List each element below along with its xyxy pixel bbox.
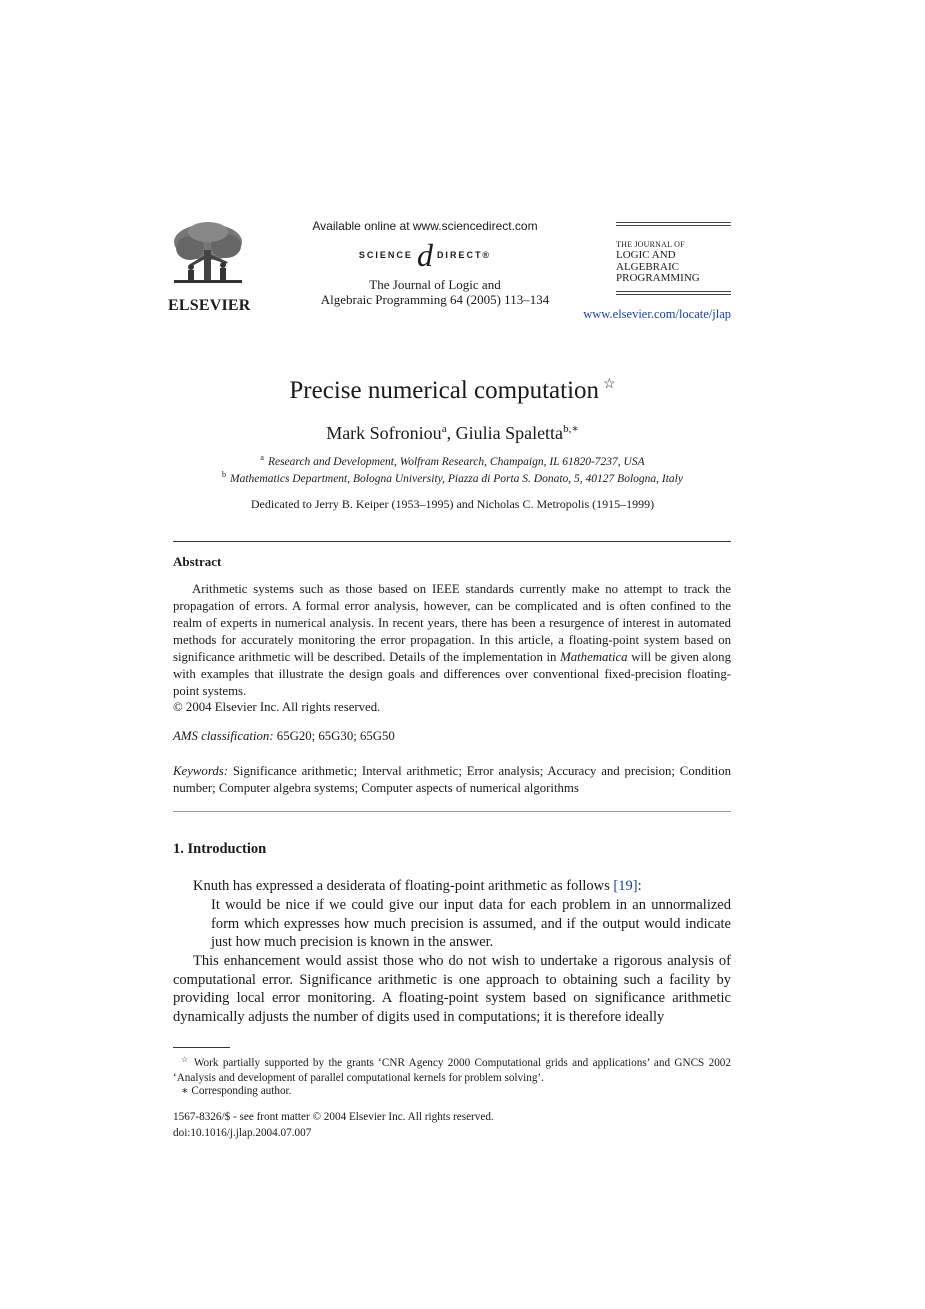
intro-paragraph-1 bbox=[193, 878, 642, 895]
title-text: Precise numerical computation bbox=[289, 377, 600, 404]
fn1-text: Work partially supported by the grants ‘CNR Agency 2000 Computational grids and applications’ and GNCS 2002 ‘Analysis and development of parallel computational kernels for problem solving’. bbox=[173, 1057, 731, 1084]
dedication: Dedicated to Jerry B. Keiper (1953–1995) and Nicholas C. Metropolis (1915–1999) bbox=[250, 497, 655, 511]
ams-value: 65G20; 65G30; 65G50 bbox=[276, 729, 395, 743]
journal-masthead bbox=[616, 222, 731, 297]
sciencedirect-left: SCIENCE bbox=[358, 250, 413, 260]
affil-a-text: Research and Development, Wolfram Research, Champaign, IL 61820-7237, USA bbox=[267, 456, 645, 468]
affil-a-mark: a bbox=[260, 453, 264, 462]
author-list bbox=[0, 422, 905, 444]
abstract-heading: Abstract bbox=[173, 554, 222, 569]
journal-line-2: Algebraic Programming 64 (2005) 113–134 bbox=[320, 292, 550, 307]
available-online[interactable]: Available online at www.sciencedirect.com bbox=[312, 219, 538, 233]
author-separator: , bbox=[446, 423, 456, 443]
abstract-part-1: Arithmetic systems such as those based on IEEE standards currently make no attempt to track the propagation of errors. A formal error analysis, however, can be complicated and is often confined to the realm of experts in numerical analysis. In recent years, there has been a resurgence of interest in automated methods for accurately monitoring the error propagation. In this article, a floating-point system based on significance arithmetic will be described. Details of the implementation in bbox=[173, 582, 731, 664]
jlap-small: THE JOURNAL OF bbox=[616, 240, 685, 249]
author-1-affil: a bbox=[441, 423, 447, 435]
section-heading: 1. Introduction bbox=[173, 841, 267, 857]
knuth-quote: It would be nice if we could give our input data for each problem in an unnormalized form which expresses how much precision is assumed, and if the output would indicate just how much precision is known in the answer. bbox=[211, 897, 731, 950]
tree-icon bbox=[168, 220, 248, 292]
para1-end: : bbox=[637, 878, 642, 894]
footnote-rule bbox=[173, 1047, 230, 1048]
divider bbox=[173, 541, 731, 542]
article-title bbox=[0, 376, 905, 405]
affil-b-text: Mathematics Department, Bologna University, Piazza di Porta S. Donato, 5, 40127 Bologna, Italy bbox=[230, 473, 683, 485]
fn1-mark: ☆ bbox=[181, 1055, 190, 1064]
title-footnote-mark[interactable]: ☆ bbox=[603, 377, 616, 392]
divider bbox=[173, 811, 731, 812]
author-1: Mark Sofroniou bbox=[326, 423, 442, 443]
jlap-line-2: ALGEBRAIC bbox=[616, 260, 679, 273]
abstract-copyright: © 2004 Elsevier Inc. All rights reserved. bbox=[173, 700, 381, 714]
sciencedirect-logo bbox=[290, 238, 560, 272]
abstract-part-2: will be given along with examples that illustrate the design goals and differences over conventional fixed-precision floating-point systems. bbox=[173, 650, 731, 698]
elsevier-logo bbox=[168, 220, 251, 315]
publisher-name: ELSEVIER bbox=[168, 297, 251, 314]
affiliation-b bbox=[0, 470, 905, 485]
issn-line: 1567-8326/$ - see front matter © 2004 Elsevier Inc. All rights reserved. bbox=[173, 1111, 494, 1123]
doi-line[interactable]: doi:10.1016/j.jlap.2004.07.007 bbox=[173, 1127, 312, 1139]
ams-classification bbox=[173, 729, 395, 744]
journal-line-1: The Journal of Logic and bbox=[369, 277, 501, 292]
affiliation-a bbox=[0, 453, 905, 468]
footnote-2 bbox=[173, 1084, 731, 1099]
keywords bbox=[173, 763, 731, 797]
para1-text: Knuth has expressed a desiderata of floating-point arithmetic as follows bbox=[193, 878, 614, 894]
sciencedirect-right: DIRECT® bbox=[436, 250, 492, 260]
jlap-line-3: PROGRAMMING bbox=[616, 272, 700, 284]
abstract-italic: Mathematica bbox=[560, 650, 628, 664]
fn2-text: Corresponding author. bbox=[191, 1085, 292, 1097]
intro-paragraph-2: This enhancement would assist those who do not wish to undertake a rigorous analysis of computational error. Significance arithmetic is one approach to obtaining such a facility by providing local error monitoring. A floating-point system based on significance arithmetic dynamically adjusts the number of digits used in computations; it is therefore ideally bbox=[173, 953, 731, 1025]
fn2-mark: ∗ bbox=[181, 1085, 189, 1097]
affil-b-mark: b bbox=[222, 470, 227, 479]
journal-citation bbox=[290, 277, 580, 307]
sciencedirect-d-icon: d bbox=[416, 237, 433, 273]
ams-label: AMS classification: bbox=[173, 729, 274, 743]
keywords-value: Significance arithmetic; Interval arithmetic; Error analysis; Accuracy and precision; Condition number; Computer algebra systems; Computer aspects of numerical algorithms bbox=[173, 764, 731, 795]
journal-url-link[interactable]: www.elsevier.com/locate/jlap bbox=[583, 307, 731, 321]
footnote-1 bbox=[173, 1052, 731, 1086]
abstract-text bbox=[173, 581, 731, 700]
author-2: Giulia Spaletta bbox=[455, 423, 564, 443]
jlap-line-1: LOGIC AND bbox=[616, 249, 676, 261]
author-2-affil: b,∗ bbox=[563, 423, 579, 435]
keywords-label: Keywords: bbox=[173, 764, 228, 778]
citation-link[interactable]: [19] bbox=[613, 878, 638, 894]
